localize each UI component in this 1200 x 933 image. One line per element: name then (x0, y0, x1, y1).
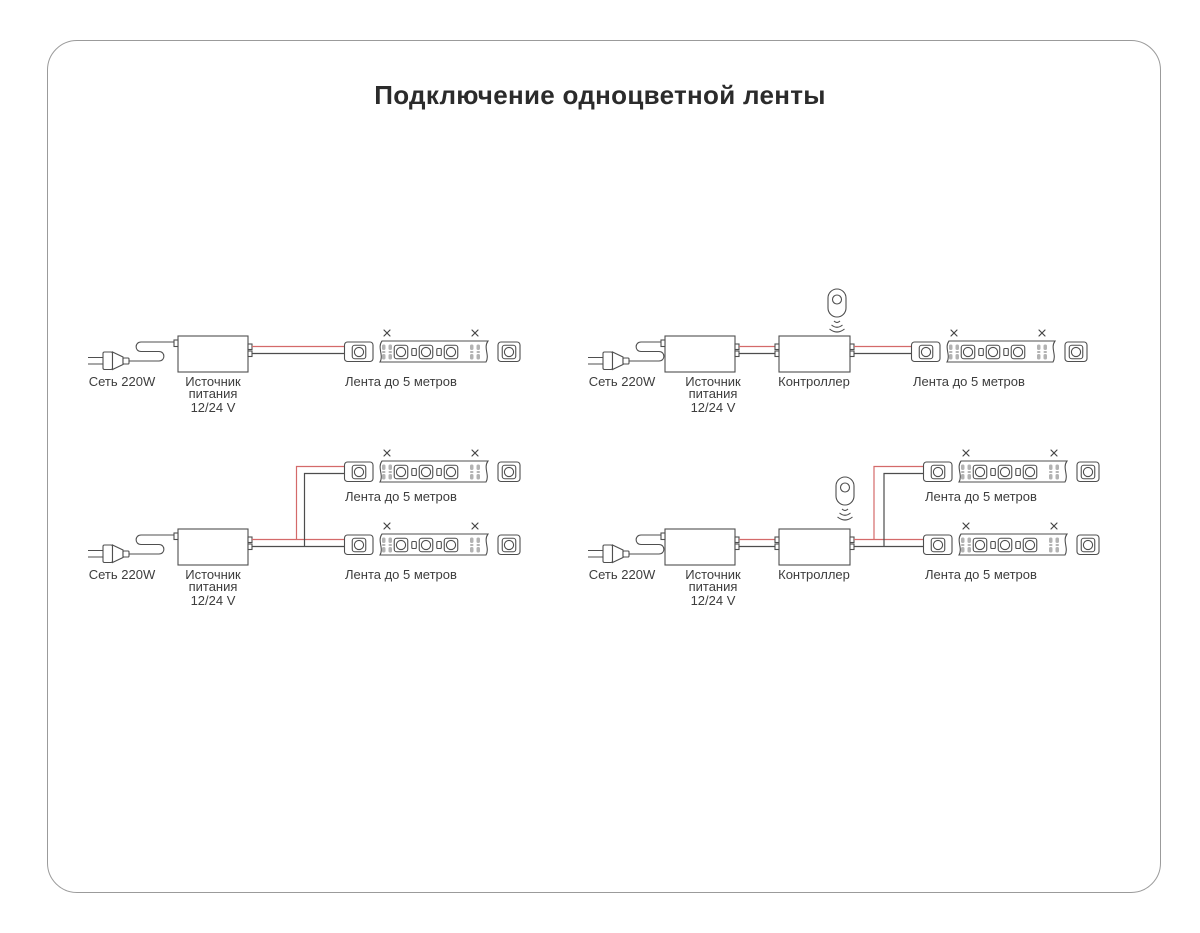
power-supply-box (174, 336, 252, 372)
strip-label-lower: Лента до 5 метров (925, 567, 1037, 582)
psu-label-line1: Источник (185, 567, 241, 582)
diagram-psu-controller-two-strips (588, 450, 1099, 608)
psu-voltage-label: 12/24 V (190, 593, 236, 608)
plug-icon (88, 342, 174, 370)
led-strip-upper (924, 450, 1100, 482)
strip-label: Лента до 5 метров (913, 374, 1025, 389)
psu-voltage-label: 12/24 V (690, 400, 736, 415)
controller-label: Контроллер (778, 567, 850, 582)
led-strip (345, 330, 521, 362)
net-label: Сеть 220W (88, 374, 156, 389)
psu-voltage-label: 12/24 V (190, 400, 236, 415)
controller-label: Контроллер (778, 374, 850, 389)
psu-label-line2: питания (188, 386, 238, 401)
strip-label-upper: Лента до 5 метров (925, 489, 1037, 504)
led-strip (912, 330, 1088, 362)
net-label: Сеть 220W (588, 567, 656, 582)
controller-box (775, 529, 854, 565)
diagram-psu-controller-single-strip (588, 289, 1087, 415)
power-supply-box (174, 529, 252, 565)
led-strip-upper (345, 450, 521, 482)
led-strip-lower (924, 523, 1100, 555)
psu-label-line1: Источник (685, 374, 741, 389)
wire-negative (854, 474, 923, 547)
diagram-psu-two-strips (88, 450, 520, 608)
psu-label-line1: Источник (685, 567, 741, 582)
controller-box (775, 336, 854, 372)
psu-label-line2: питания (688, 579, 738, 594)
net-label: Сеть 220W (588, 374, 656, 389)
diagram-psu-single-strip (88, 330, 520, 415)
power-supply-box (661, 529, 739, 565)
plug-icon (88, 535, 174, 563)
wire-negative (252, 474, 344, 547)
wire-positive (252, 467, 344, 540)
page-title: Подключение одноцветной ленты (374, 80, 826, 110)
strip-label-upper: Лента до 5 метров (345, 489, 457, 504)
psu-label-line2: питания (688, 386, 738, 401)
wire-positive (854, 467, 923, 540)
net-label: Сеть 220W (88, 567, 156, 582)
strip-label-lower: Лента до 5 метров (345, 567, 457, 582)
psu-label-line2: питания (188, 579, 238, 594)
psu-voltage-label: 12/24 V (690, 593, 736, 608)
psu-label-line1: Источник (185, 374, 241, 389)
remote-icon (836, 477, 854, 520)
led-strip-lower (345, 523, 521, 555)
power-supply-box (661, 336, 739, 372)
remote-icon (828, 289, 846, 332)
strip-label: Лента до 5 метров (345, 374, 457, 389)
